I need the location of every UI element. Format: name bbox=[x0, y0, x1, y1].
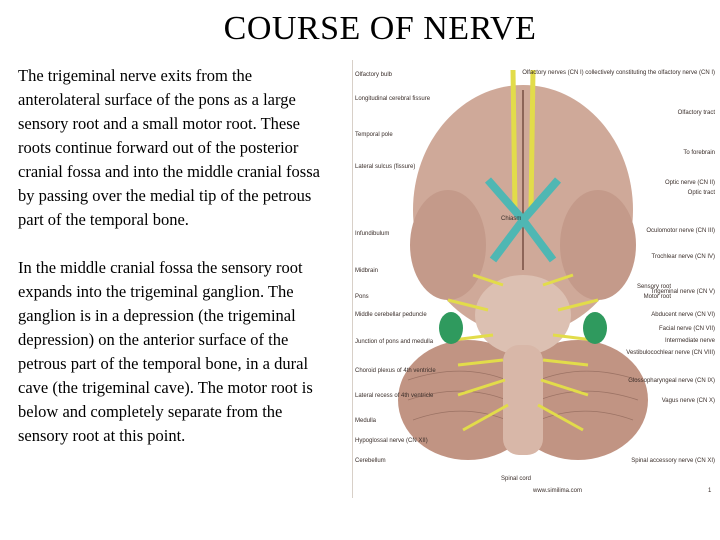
svg-text:Medulla: Medulla bbox=[355, 418, 377, 424]
svg-text:Vagus nerve (CN X): Vagus nerve (CN X) bbox=[661, 398, 715, 404]
paragraph-ganglion: In the middle cranial fossa the sensory root expands into the trigeminal ganglion. The ganglion is in a depression (the trigeminal depression) on the anterior surface of the petrous part of the temporal bone, in a dural cave (the trigeminal cave). The motor root is below and completely separate from the sensory root at this point. bbox=[18, 258, 313, 445]
svg-text:Infundibulum: Infundibulum bbox=[355, 231, 390, 237]
svg-text:Junction of pons and medulla: Junction of pons and medulla bbox=[355, 339, 434, 345]
svg-text:Olfactory bulb: Olfactory bulb bbox=[355, 72, 393, 78]
svg-text:Lateral recess of 4th ventricl: Lateral recess of 4th ventricle bbox=[355, 393, 434, 399]
svg-text:Trochlear nerve (CN IV): Trochlear nerve (CN IV) bbox=[651, 254, 715, 260]
svg-text:Pons: Pons bbox=[355, 294, 369, 300]
svg-text:Hypoglossal nerve (CN XII): Hypoglossal nerve (CN XII) bbox=[355, 438, 428, 444]
svg-text:Lateral sulcus (fissure): Lateral sulcus (fissure) bbox=[355, 164, 416, 170]
paragraph-course-pons: The trigeminal nerve exits from the anterolateral surface of the pons as a large sensory root and a small motor root. These roots continue forward out of the posterior cranial fossa and into the middle cranial fossa by passing over the medial tip of the petrous part of the temporal bone. bbox=[18, 66, 320, 229]
svg-text:Motor root: Motor root bbox=[643, 294, 671, 300]
svg-text:Longitudinal cerebral fissure: Longitudinal cerebral fissure bbox=[355, 96, 431, 102]
svg-text:Spinal accessory nerve (CN XI): Spinal accessory nerve (CN XI) bbox=[631, 458, 715, 464]
svg-text:Midbrain: Midbrain bbox=[355, 268, 379, 274]
svg-text:Trigeminal nerve (CN V): Trigeminal nerve (CN V) bbox=[650, 289, 715, 295]
chiasm-label: Chiasm bbox=[501, 216, 522, 222]
pons bbox=[475, 275, 571, 355]
svg-text:Vestibulocochlear nerve (CN VI: Vestibulocochlear nerve (CN VIII) bbox=[626, 350, 715, 356]
trigeminal-ganglion-left bbox=[439, 312, 463, 344]
medulla bbox=[503, 345, 543, 455]
olfactory-tract-right bbox=[531, 70, 533, 210]
temporal-lobe-right bbox=[560, 190, 636, 300]
svg-text:Olfactory tract: Olfactory tract bbox=[677, 110, 715, 116]
watermark: www.similima.com bbox=[533, 488, 583, 494]
svg-text:Optic nerve (CN II): Optic nerve (CN II) bbox=[664, 180, 715, 186]
svg-text:Glossopharyngeal nerve (CN IX): Glossopharyngeal nerve (CN IX) bbox=[628, 378, 715, 384]
spinal-cord-label: Spinal cord bbox=[501, 476, 532, 482]
svg-text:Oculomotor nerve (CN III): Oculomotor nerve (CN III) bbox=[646, 228, 715, 234]
body-text bbox=[18, 64, 330, 448]
svg-text:Optic tract: Optic tract bbox=[687, 190, 715, 196]
svg-text:Choroid plexus of 4th ventricl: Choroid plexus of 4th ventricle bbox=[355, 368, 436, 374]
slide-title: COURSE OF NERVE bbox=[223, 10, 537, 47]
svg-text:Olfactory nerves (CN I) collec: Olfactory nerves (CN I) collectively constituting the olfactory nerve (CN I) bbox=[522, 70, 715, 76]
svg-text:Intermediate nerve: Intermediate nerve bbox=[664, 338, 715, 344]
svg-text:Facial nerve (CN VII): Facial nerve (CN VII) bbox=[658, 326, 715, 332]
svg-text:Sensory root: Sensory root bbox=[636, 284, 671, 290]
brainstem-figure bbox=[352, 60, 719, 498]
svg-text:Cerebellum: Cerebellum bbox=[355, 458, 386, 464]
olfactory-tract-left bbox=[513, 70, 515, 210]
page-number: 1 bbox=[708, 488, 712, 494]
temporal-lobe-left bbox=[410, 190, 486, 300]
svg-text:Temporal pole: Temporal pole bbox=[355, 132, 393, 138]
brain-base-illustration bbox=[353, 60, 719, 498]
svg-text:To forebrain: To forebrain bbox=[683, 150, 715, 156]
trigeminal-ganglion-right bbox=[583, 312, 607, 344]
svg-text:Abducent nerve (CN VI): Abducent nerve (CN VI) bbox=[651, 312, 715, 318]
svg-text:Middle cerebellar peduncle: Middle cerebellar peduncle bbox=[355, 312, 427, 318]
